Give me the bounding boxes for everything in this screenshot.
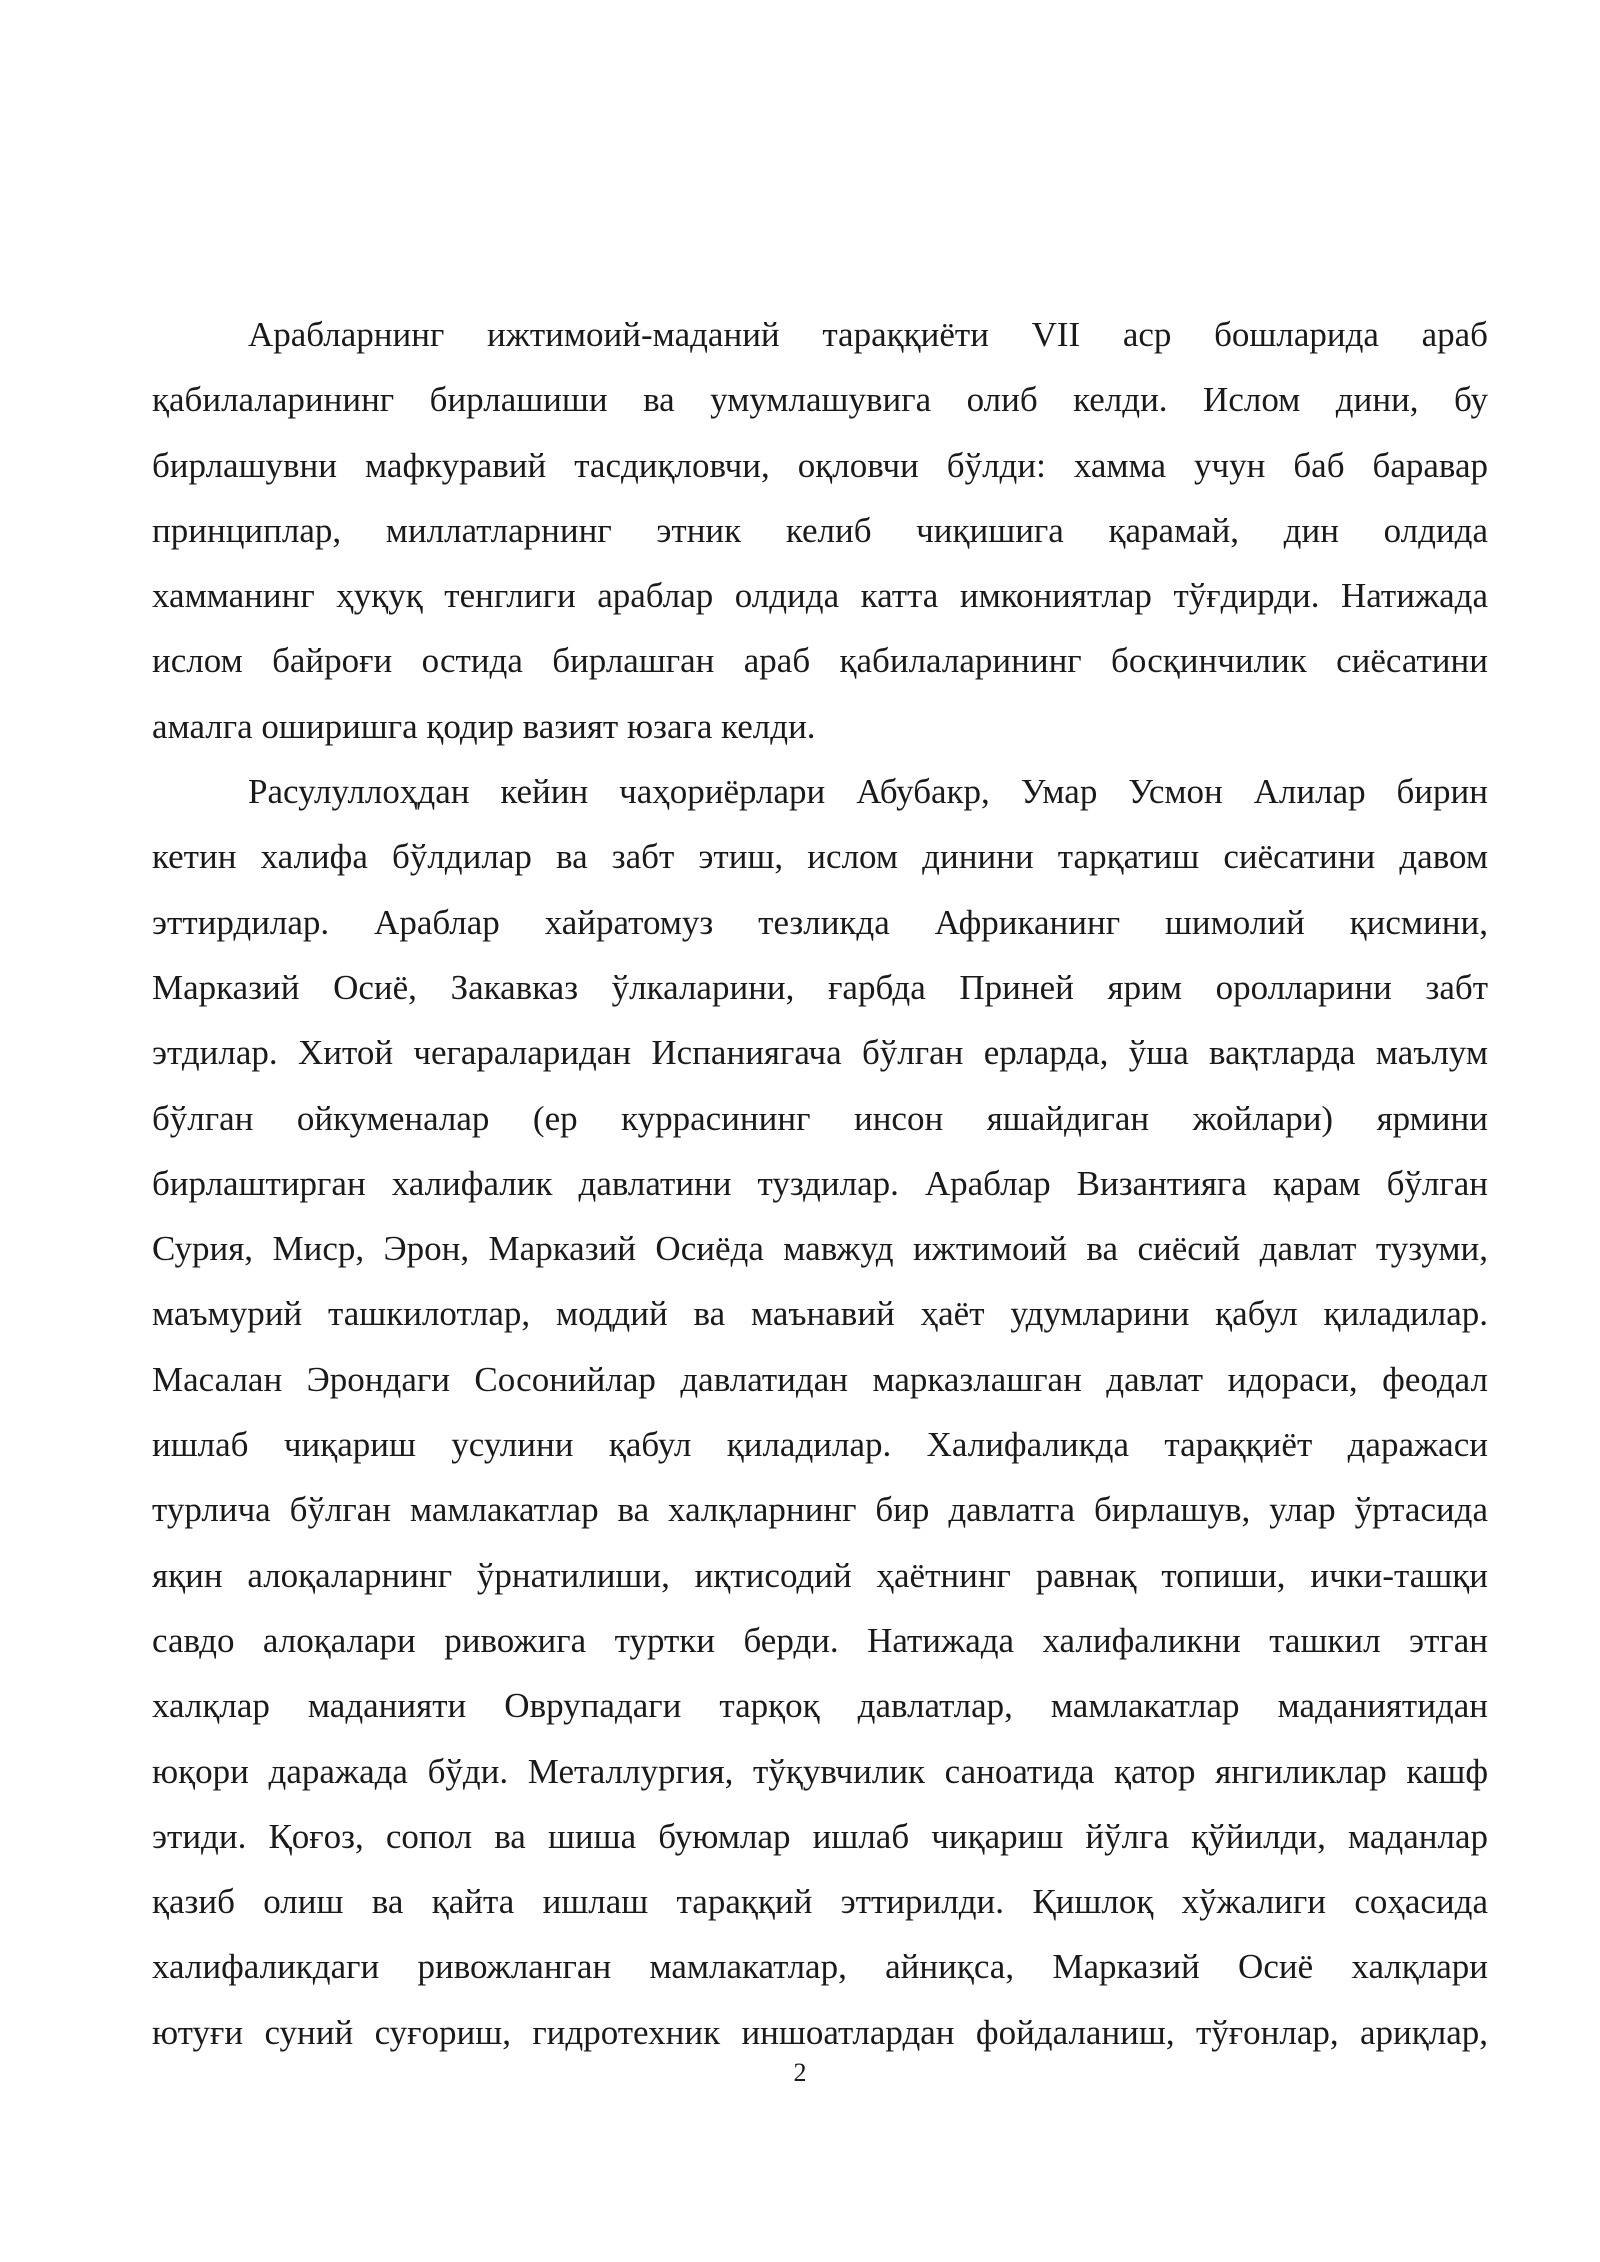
text-line: савдо алоқалари ривожига туртки берди. Натижада халифаликни ташкил этган: [152, 1620, 1488, 1660]
text-line: хамманинг ҳуқуқ тенглиги араблар олдида катта имкониятлар тўғдирди. Натижада: [152, 576, 1488, 616]
text-line: ислом байроғи остида бирлашган араб қабилаларининг босқинчилик сиёсатини: [152, 641, 1488, 681]
text-line: турлича бўлган мамлакатлар ва халқларнинг бир давлатга бирлашув, улар ўртасида: [152, 1490, 1488, 1530]
body-text: [152, 302, 1488, 2065]
text-line: ютуғи суний суғориш, гидротехник иншоатлардан фойдаланиш, тўғонлар, ариқлар,: [152, 2012, 1488, 2052]
text-line: халқлар маданияти Оврупадаги тарқоқ давлатлар, мамлакатлар маданиятидан: [152, 1686, 1488, 1726]
text-line: қазиб олиш ва қайта ишлаш тараққий эттирилди. Қишлоқ хўжалиги соҳасида: [152, 1882, 1488, 1922]
text-line: яқин алоқаларнинг ўрнатилиши, иқтисодий ҳаётнинг равнақ топиши, ички-ташқи: [152, 1555, 1488, 1595]
page-number: 2: [793, 2058, 807, 2087]
text-line: эттирдилар. Араблар хайратомуз тезликда Африканинг шимолий қисмини,: [152, 902, 1488, 942]
paragraph-1: [152, 302, 1488, 759]
text-line: принциплар, миллатларнинг этник келиб чиқишига қарамай, дин олдида: [152, 510, 1488, 550]
text-line: кетин халифа бўлдилар ва забт этиш, ислом динини тарқатиш сиёсатини давом: [152, 837, 1488, 877]
text-line: бирлаштирган халифалик давлатини туздилар. Араблар Византияга қарам бўлган: [152, 1163, 1488, 1203]
text-line: амалга оширишга қодир вазият юзага келди.: [152, 706, 816, 746]
text-line: юқори даражада бўди. Металлургия, тўқувчилик саноатида қатор янгиликлар кашф: [152, 1751, 1488, 1791]
text-line: халифаликдаги ривожланган мамлакатлар, айниқса, Марказий Осиё халқлари: [152, 1947, 1488, 1987]
text-line: Расулуллоҳдан кейин чаҳориёрлари Абубакр, Умар Усмон Алилар бирин: [248, 772, 1488, 812]
text-line: бирлашувни мафкуравий тасдиқловчи, оқловчи бўлди: хамма учун баб баравар: [152, 445, 1488, 485]
text-line: маъмурий ташкилотлар, моддий ва маънавий ҳаёт удумларини қабул қиладилар.: [152, 1294, 1488, 1334]
text-line: қабилаларининг бирлашиши ва умумлашувига олиб келди. Ислом дини, бу: [152, 380, 1488, 420]
text-line: ишлаб чиқариш усулини қабул қиладилар. Халифаликда тараққиёт даражаси: [152, 1425, 1488, 1465]
text-line: этдилар. Хитой чегараларидан Испаниягача бўлган ерларда, ўша вақтларда маълум: [152, 1033, 1488, 1073]
text-line: Марказий Осиё, Закавказ ўлкаларини, ғарбда Приней ярим оролларини забт: [152, 967, 1488, 1007]
text-line: Арабларнинг ижтимоий-маданий тараққиёти VII аср бошларида араб: [248, 315, 1488, 354]
paragraph-2: [152, 759, 1488, 2065]
text-line: бўлган ойкуменалар (ер куррасининг инсон яшайдиган жойлари) ярмини: [152, 1098, 1488, 1138]
text-line: Сурия, Миср, Эрон, Марказий Осиёда мавжуд ижтимоий ва сиёсий давлат тузуми,: [152, 1229, 1488, 1269]
text-line: этиди. Қоғоз, сопол ва шиша буюмлар ишлаб чиқариш йўлга қўйилди, маданлар: [152, 1816, 1488, 1856]
text-line: Масалан Эрондаги Сосонийлар давлатидан марказлашган давлат идораси, феодал: [152, 1359, 1488, 1399]
